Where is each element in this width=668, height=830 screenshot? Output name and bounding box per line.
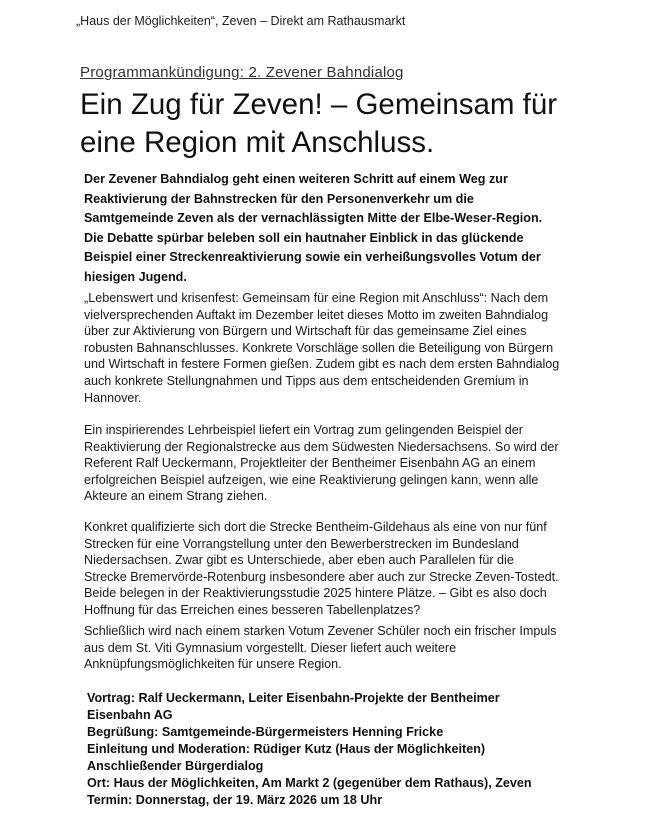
body-line: Konkret qualifizierte sich dort die Strecke Bentheim-Gildehaus als eine von nur fünf [84, 520, 547, 534]
body-line: Reaktivierung der Regionalstrecke aus dem Südwesten Niedersachsens. So wird der [84, 439, 559, 454]
body-paragraph-1 [84, 290, 659, 406]
headline-line: Ein Zug für Zeven! – Gemeinsam für [80, 88, 558, 121]
lead-line: Beispiel einer Streckenreaktivierung sowie ein verheißungsvolles Votum der [84, 250, 541, 265]
lead-line: Samtgemeinde Zeven als der vernachlässigten Mitte der Elbe-Weser-Region. [84, 211, 543, 226]
event-detail-line: Vortrag: Ralf Ueckermann, Leiter Eisenbahn-Projekte der Bentheimer [87, 691, 500, 705]
lead-line: Die Debatte spürbar beleben soll ein hautnaher Einblick in das glückende [84, 230, 524, 245]
body-line: vielversprechenden Auftakt im Dezember leitet dieses Motto im zweiten Bahndialog [84, 307, 549, 322]
event-detail-line: Termin: Donnerstag, der 19. März 2026 um 18 Uhr [87, 793, 383, 807]
body-line: auch konkrete Stellungnahmen und Tipps aus dem entscheidenden Gremium in [84, 373, 529, 388]
body-line: und Wirtschaft in festere Formen gießen. Zudem gibt es nach dem ersten Bahndialog [84, 357, 560, 372]
body-line: Beide belegen in der Reaktivierungsstudie 2025 hintere Plätze. – Gibt es also doch [84, 586, 547, 601]
body-line: Hannover. [84, 390, 142, 405]
body-line: Anknüpfungsmöglichkeiten für unsere Region. [84, 657, 342, 672]
body-paragraph-4 [84, 623, 659, 673]
body-line: Strecke Bremervörde-Rotenburg insbesondere aber auch zur Strecke Zeven-Tostedt. [84, 569, 559, 584]
lead-line: Reaktivierung der Bahnstrecken für den Personenverkehr um die [84, 191, 474, 206]
lead-paragraph [84, 170, 654, 288]
headline-line: eine Region mit Anschluss. [80, 126, 435, 159]
body-line: robusten Bahnanschlusses. Konkrete Vorschläge sollen die Beteiligung von Bürgern [84, 340, 554, 355]
body-line: über zur Aktivierung von Bürgern und Wirtschaft für das gemeinsame Ziel eines [84, 324, 527, 339]
body-paragraph-3 [84, 519, 659, 619]
event-detail-line: Anschließender Bürgerdialog [87, 759, 264, 773]
event-detail-line: Begrüßung: Samtgemeinde-Bürgermeisters Henning Fricke [87, 725, 444, 739]
event-detail-line: Eisenbahn AG [87, 708, 173, 722]
body-line: Referent Ralf Ueckermann, Projektleiter der Bentheimer Eisenbahn AG an einem [84, 456, 536, 471]
body-line: aus dem St. Viti Gymnasium vorgestellt. Dieser liefert auch weitere [84, 640, 457, 655]
lead-line: hiesigen Jugend. [84, 269, 187, 284]
lead-line: Der Zevener Bahndialog geht einen weiteren Schritt auf einem Weg zur [84, 172, 508, 186]
document-header: „Haus der Möglichkeiten“, Zeven – Direkt am Rathausmarkt [76, 14, 406, 28]
body-line: Strecken für eine Vorrangstellung unter den Bewerberstrecken im Bundesland [84, 536, 519, 551]
body-paragraph-2 [84, 422, 659, 505]
announcement-kicker: Programmankündigung: 2. Zevener Bahndialog [80, 64, 404, 81]
body-line: „Lebenswert und krisenfest: Gemeinsam für eine Region mit Anschluss“: Nach dem [84, 291, 549, 305]
event-details [87, 690, 657, 809]
body-line: Schließlich wird nach einem starken Votum Zevener Schüler noch ein frischer Impuls [84, 624, 557, 638]
body-line: Niedersachsen. Zwar gibt es Unterschiede, aber eben auch Parallelen für die [84, 553, 514, 568]
headline [80, 86, 655, 162]
body-line: Akteure an einem Strang ziehen. [84, 489, 268, 504]
event-detail-line: Einleitung und Moderation: Rüdiger Kutz (Haus der Möglichkeiten) [87, 742, 486, 756]
body-line: erfolgreichen Beispiel aufzeigen, wie eine Reaktivierung gelingen kann, wenn alle [84, 472, 539, 487]
body-line: Ein inspirierendes Lehrbeispiel liefert ein Vortrag zum gelingenden Beispiel der [84, 423, 523, 437]
event-detail-line: Ort: Haus der Möglichkeiten, Am Markt 2 (gegenüber dem Rathaus), Zeven [87, 776, 532, 790]
body-line: Hoffnung für das Erreichen eines besseren Tabellenplatzes? [84, 602, 421, 617]
